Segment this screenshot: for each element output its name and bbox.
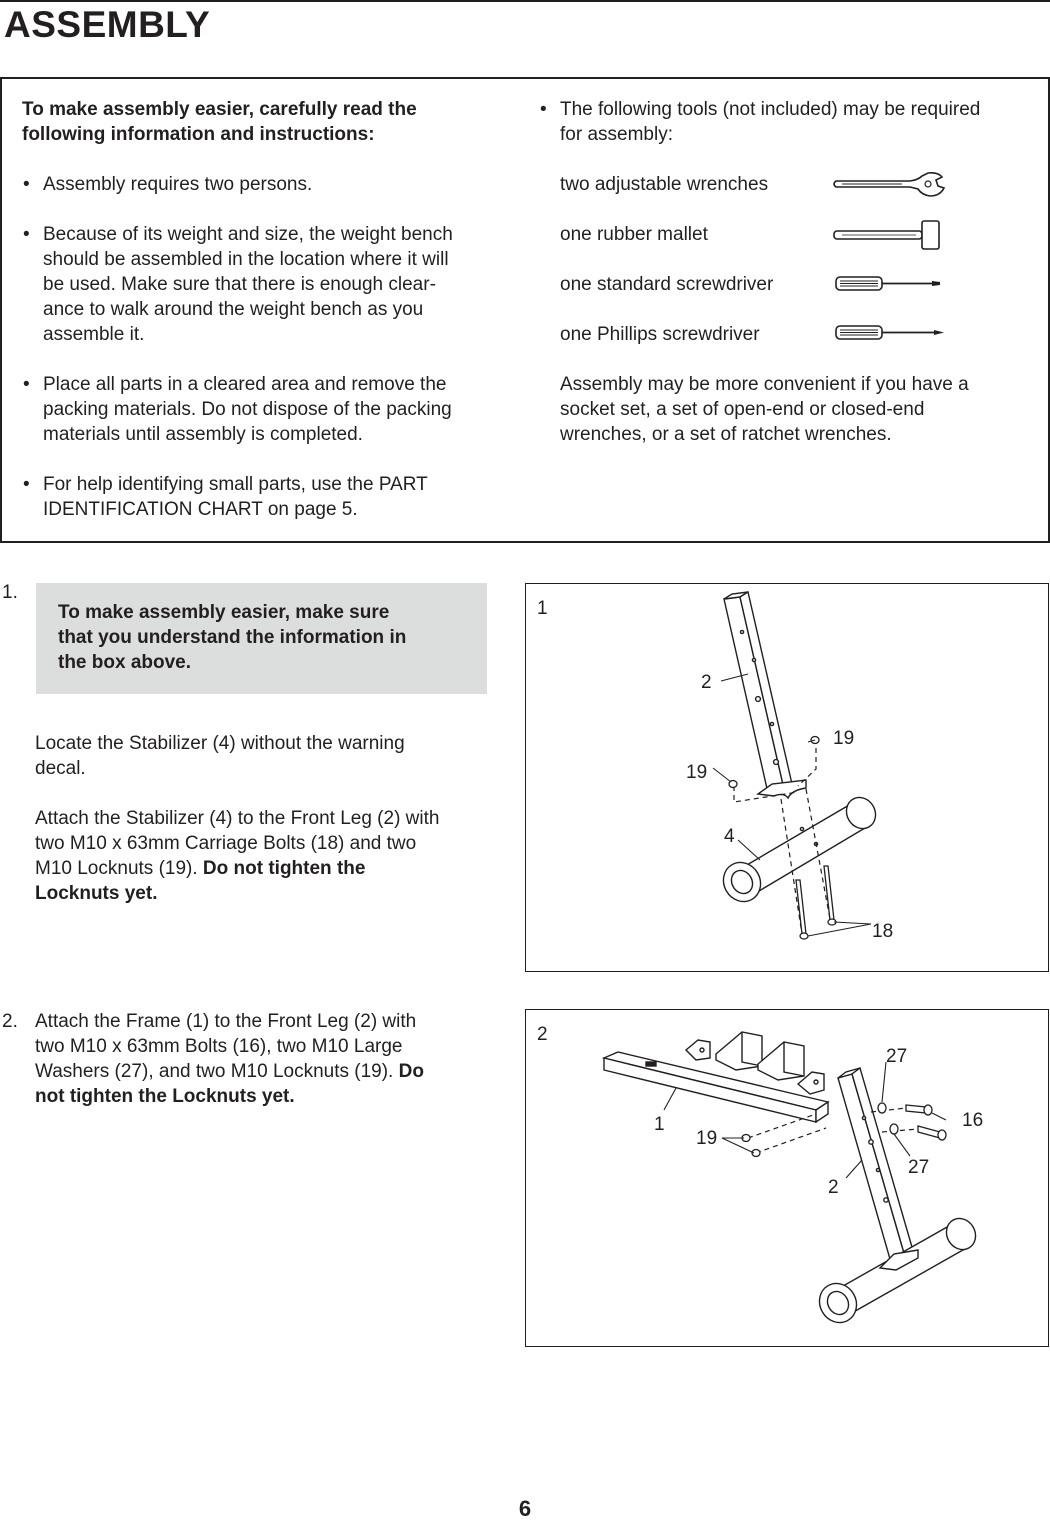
- bullet-icon: •: [540, 99, 547, 120]
- phillips-screwdriver-icon: [834, 323, 950, 343]
- info-heading: To make assembly easier, carefully read the following information and instructions:: [22, 99, 417, 145]
- bullet-icon: •: [23, 224, 30, 245]
- callout-label: 19: [833, 728, 855, 749]
- standard-screwdriver-icon: [834, 274, 950, 294]
- warning-text: not tighten the Locknuts yet.: [35, 1086, 295, 1107]
- tool-item: one standard screwdriver: [560, 274, 774, 295]
- figure-1: [525, 583, 1049, 972]
- callout-label: 19: [686, 762, 708, 783]
- frame-part: [604, 1032, 828, 1122]
- note-text: To make assembly easier, make sure that you understand the information in the box above.: [58, 602, 407, 673]
- callout-label: 19: [696, 1128, 718, 1149]
- bolt-part: [906, 1105, 946, 1140]
- figure-2: [525, 1009, 1049, 1347]
- front-leg-part: [724, 592, 792, 793]
- warning-text: Do not tighten the: [202, 858, 366, 879]
- tools-intro: • The following tools (not included) may be required for assembly:: [540, 99, 981, 145]
- page-title: ASSEMBLY: [4, 4, 211, 45]
- rubber-mallet-icon: [832, 218, 948, 252]
- adjustable-wrench-icon: [832, 170, 948, 200]
- step1-paragraph: Locate the Stabilizer (4) without the warning decal.: [35, 733, 405, 779]
- figure-label: 1: [537, 598, 548, 619]
- tools-note: Assembly may be more convenient if you have a socket set, a set of open-end or closed-end wrenches, or a set of ratchet wrenches.: [560, 374, 969, 445]
- washer-part: [878, 1103, 898, 1134]
- callout-label: 1: [654, 1114, 665, 1135]
- locknut-part: [742, 1135, 760, 1157]
- callout-label: 18: [872, 921, 894, 942]
- tool-item: two adjustable wrenches: [560, 174, 769, 195]
- bullet-icon: •: [23, 374, 30, 395]
- step1-instruction: Attach the Stabilizer (4) to the Front Leg (2) with two M10 x 63mm Carriage Bolts (18) and two M10 Locknuts (19). Do not tighten the Locknuts yet.: [35, 808, 440, 904]
- step-number: 2.: [2, 1011, 18, 1032]
- front-leg-part: [838, 1068, 914, 1266]
- tool-item: one Phillips screwdriver: [560, 324, 760, 345]
- figure-label: 2: [537, 1024, 548, 1045]
- callout-label: 27: [908, 1157, 930, 1178]
- bullet-item: • For help identifying small parts, use the PART IDENTIFICATION CHART on page 5.: [23, 474, 428, 520]
- bullet-icon: •: [23, 174, 30, 195]
- step2-instruction: Attach the Frame (1) to the Front Leg (2) with two M10 x 63mm Bolts (16), two M10 Large Washers (27), and two M10 Locknuts (19). Do not tighten the Locknuts yet.: [35, 1011, 424, 1107]
- carriage-bolt-part: [796, 866, 836, 939]
- callout-label: 2: [828, 1177, 839, 1198]
- tool-item: one rubber mallet: [560, 224, 708, 245]
- step-number: 1.: [2, 582, 18, 603]
- top-rule: [0, 0, 1050, 2]
- page-number: 6: [518, 1496, 532, 1521]
- warning-text: Locknuts yet.: [35, 883, 158, 904]
- bullet-icon: •: [23, 474, 30, 495]
- warning-text: Do: [398, 1061, 424, 1082]
- callout-label: 2: [701, 672, 712, 693]
- bullet-item: • Because of its weight and size, the weight bench should be assembled in the location where it will be used. Make sure that there is enough clear- ance to walk around the weight bench as you assemble it.: [23, 224, 453, 345]
- bullet-item: • Assembly requires two persons.: [23, 174, 313, 195]
- callout-label: 4: [724, 826, 735, 847]
- callout-label: 16: [962, 1110, 984, 1131]
- bullet-item: • Place all parts in a cleared area and remove the packing materials. Do not dispose of the packing materials until assembly is completed.: [23, 374, 452, 445]
- callout-label: 27: [886, 1046, 908, 1067]
